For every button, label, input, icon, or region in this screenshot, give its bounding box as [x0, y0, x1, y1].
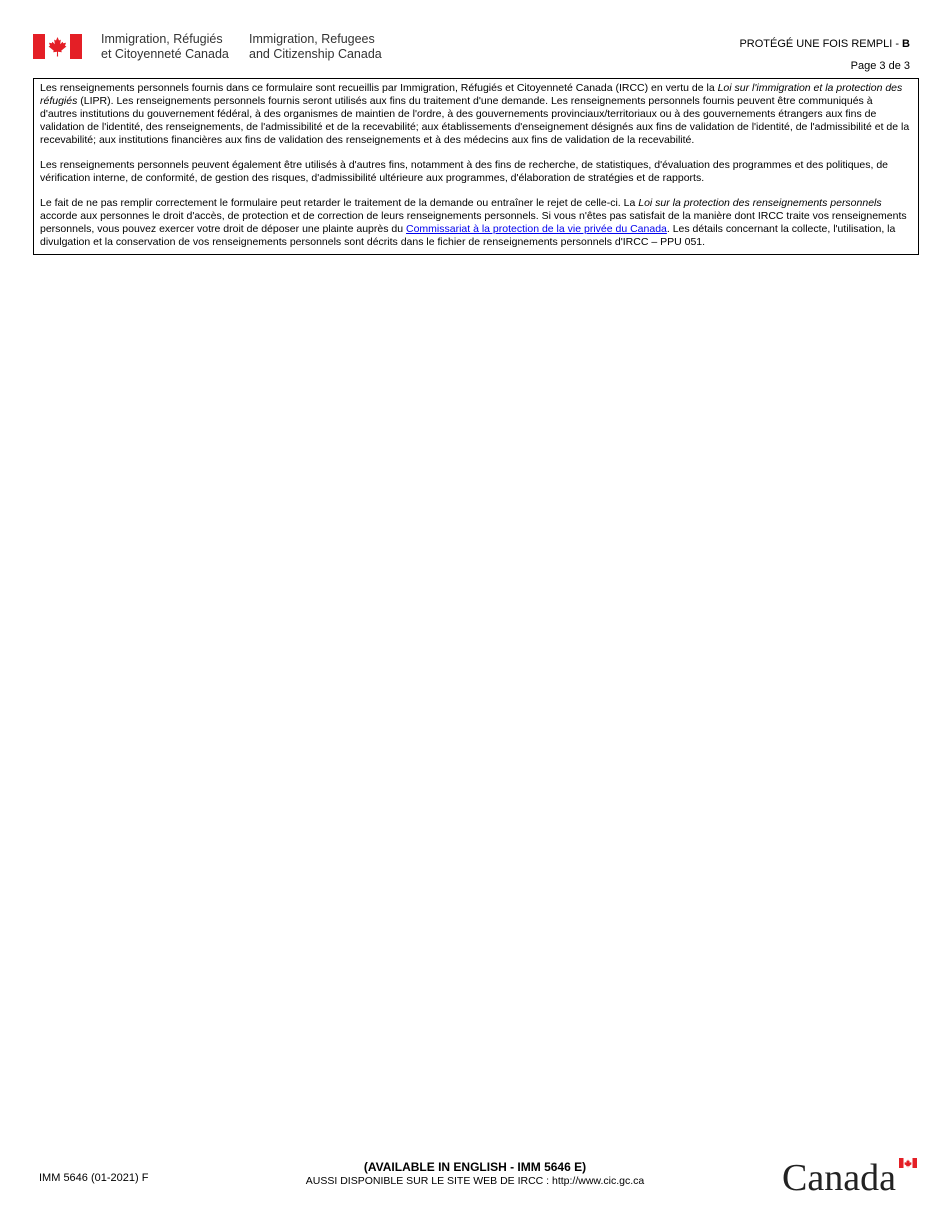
privacy-notice-box [33, 78, 919, 255]
notice-text: accorde aux personnes le droit d'accès, de protection et de correction de leurs renseignements personnels. Si vous n'êtes pas satisfait de la manière dont IRCC traite vos renseignements personnels, vous pouvez exercer votre droit de déposer une plainte auprès du [40, 210, 907, 235]
department-name-en [249, 32, 382, 62]
act-title-privacy: Loi sur la protection des renseignements personnels [638, 197, 882, 209]
protected-classification [739, 38, 910, 50]
available-in-english: (AVAILABLE IN ENGLISH - IMM 5646 E) [363, 1160, 587, 1174]
privacy-notice-paragraph-2: Les renseignements personnels peuvent également être utilisés à d'autres fins, notamment à des fins de recherche, de statistiques, d'évaluation des programmes et des politiques, de vérification interne, de conformité, de gestion des risques, d'admissibilité ultérieure aux programmes, d'élaboration de stratégies et de rapports. [40, 159, 888, 184]
canada-flag-icon [33, 34, 82, 59]
notice-text: (LIPR). Les renseignements personnels fournis seront utilisés aux fins du traitement d'une demande. Les renseignements personnels fournis peuvent être communiqués à d'autres institutions du gouvernement fédéral, à des organismes de maintien de l'ordre, à des gouvernements provinciaux/territoriaux ou à des gouvernements étrangers aux fins de validation de l'identité, des renseignements, de l'admissibilité et de la recevabilité; aux établissements d'enseignement désignés aux fins de validation de l'identité, de l'admissibilité et de la recevabilité; aux institutions financières aux fins de validation des renseignements et à des médecins aux fins de validation de la recevabilité. [40, 95, 910, 146]
privacy-notice-paragraph-1 [40, 82, 912, 147]
protected-level: B [902, 38, 910, 50]
department-name-fr-line2: et Citoyenneté Canada [101, 47, 229, 61]
protected-label: PROTÉGÉ UNE FOIS REMPLI - [739, 38, 903, 50]
page-header [33, 30, 913, 70]
form-number: IMM 5646 (01-2021) F [39, 1172, 149, 1184]
canada-wordmark-logo [782, 1156, 918, 1196]
privacy-commissioner-link[interactable]: Commissariat à la protection de la vie privée du Canada [405, 223, 667, 235]
department-name-en-line1: Immigration, Refugees [249, 32, 375, 46]
department-name-fr [101, 32, 229, 62]
privacy-notice-paragraph-3 [40, 197, 912, 249]
act-title-lipr: Loi sur l'immigration et la protection des réfugiés [40, 82, 903, 107]
also-available-website: AUSSI DISPONIBLE SUR LE SITE WEB DE IRCC : http://www.cic.gc.ca [305, 1175, 645, 1187]
canada-wordmark-text: Canada [782, 1157, 896, 1196]
department-name-fr-line1: Immigration, Réfugiés [101, 32, 223, 46]
department-name-en-line2: and Citizenship Canada [249, 47, 382, 61]
page-indicator: Page 3 de 3 [850, 60, 910, 72]
notice-text: Le fait de ne pas remplir correctement le formulaire peut retarder le traitement de la demande ou entraîner le rejet de celle-ci. La [40, 197, 639, 209]
footer-availability [250, 1160, 700, 1188]
notice-text: . Les détails concernant la collecte, l'utilisation, la divulgation et la conservation de vos renseignements personnels sont décrits dans le fichier de renseignements personnels d'IRCC – PPU 051. [40, 223, 896, 248]
notice-text: Les renseignements personnels fournis dans ce formulaire sont recueillis par Immigration, Réfugiés et Citoyenneté Canada (IRCC) en vertu de la [40, 82, 718, 94]
